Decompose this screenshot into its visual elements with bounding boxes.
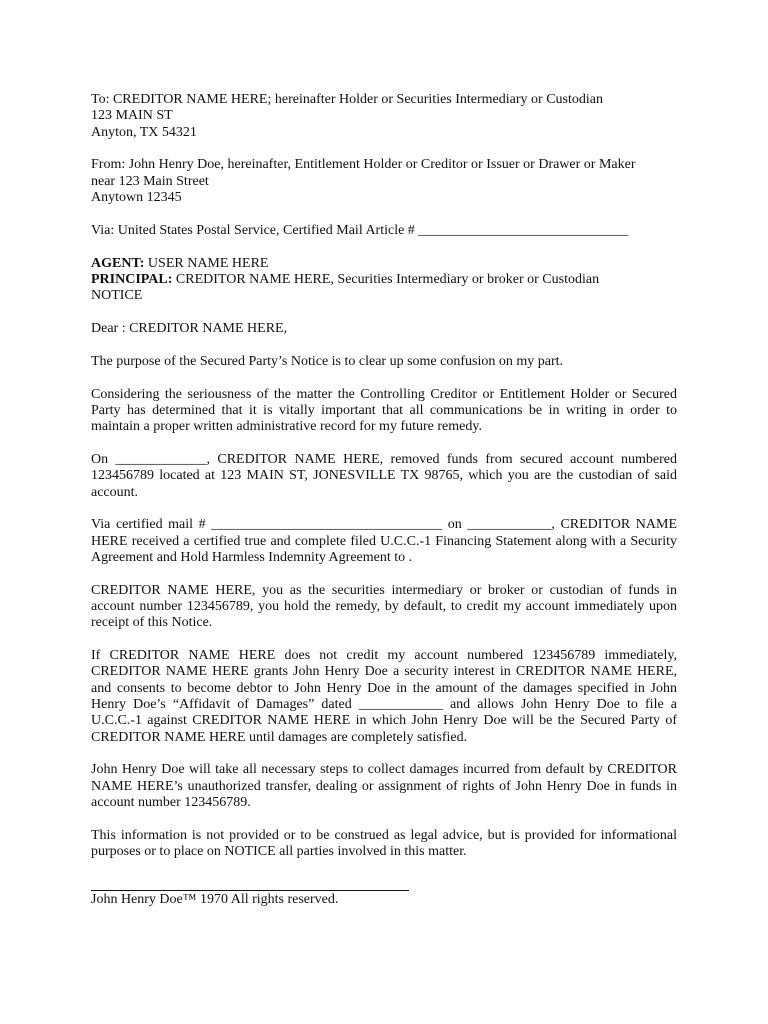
paragraph-certified-mail: Via certified mail # _________________________________ on ____________, CREDITOR NAME HERE received a certified true and complete filed U.C.C.-1 Financing Statement along with a Security Agreement and Hold Harmless Indemnity Agreement to . xyxy=(91,517,677,565)
agent-line xyxy=(91,256,677,272)
paragraph-security-interest: If CREDITOR NAME HERE does not credit my account numbered 123456789 immediately, CREDITOR NAME HERE grants John Henry Doe a security interest in CREDITOR NAME HERE, and consents to become debtor to John Henry Doe in the amount of the damages specified in John Henry Doe’s “Affidavit of Damages” dated ____________ and allows John Henry Doe to file a U.C.C.-1 against CREDITOR NAME HERE in which John Henry Doe will be the Secured Party of CREDITOR NAME HERE until damages are completely satisfied. xyxy=(91,648,677,745)
paragraph-seriousness: Considering the seriousness of the matter the Controlling Creditor or Entitlement Holder or Secured Party has determined that it is vitally important that all communications be in writing in order to maintain a proper written administrative record for my future remedy. xyxy=(91,386,677,435)
principal-line xyxy=(91,272,677,288)
paragraph-disclaimer: This information is not provided or to be construed as legal advice, but is provided for informational purposes or to place on NOTICE all parties involved in this matter. xyxy=(91,827,677,860)
signature-text: John Henry Doe™ 1970 All rights reserved. xyxy=(91,892,339,908)
delivery-method-line: Via: United States Postal Service, Certified Mail Article # ______________________________ xyxy=(91,222,629,238)
parties-block xyxy=(91,256,677,305)
sender-block xyxy=(91,157,677,206)
letter-page xyxy=(91,92,677,909)
agent-value: USER NAME HERE xyxy=(144,255,269,271)
recipient-line: To: CREDITOR NAME HERE; hereinafter Holder or Securities Intermediary or Custodian xyxy=(91,92,603,107)
sender-line: From: John Henry Doe, hereinafter, Entitlement Holder or Creditor or Issuer or Drawer or Maker xyxy=(91,157,636,173)
paragraph-purpose: The purpose of the Secured Party’s Notice is to clear up some confusion on my part. xyxy=(91,353,563,369)
agent-label: AGENT: xyxy=(91,255,145,271)
sender-address-line-1: near 123 Main Street xyxy=(91,173,209,189)
notice-heading: NOTICE xyxy=(91,288,143,304)
paragraph-funds-removed: On _____________, CREDITOR NAME HERE, removed funds from secured account numbered 123456789 located at 123 MAIN ST, JONESVILLE TX 98765, which you are the custodian of said account. xyxy=(91,451,677,500)
principal-value: CREDITOR NAME HERE, Securities Intermediary or broker or Custodian xyxy=(172,271,600,287)
salutation: Dear : CREDITOR NAME HERE, xyxy=(91,320,288,336)
signature-line xyxy=(91,890,409,891)
paragraph-collect-damages: John Henry Doe will take all necessary steps to collect damages incurred from default by CREDITOR NAME HERE’s unauthorized transfer, dealing or assignment of rights of John Henry Doe in funds in account number 123456789. xyxy=(91,762,677,810)
recipient-address-line-1: 123 MAIN ST xyxy=(91,108,173,124)
recipient-address-line-2: Anyton, TX 54321 xyxy=(91,124,197,140)
principal-label: PRINCIPAL: xyxy=(91,271,173,287)
signature-block xyxy=(91,890,677,908)
sender-address-line-2: Anytown 12345 xyxy=(91,189,182,205)
paragraph-remedy: CREDITOR NAME HERE, you as the securities intermediary or broker or custodian of funds in account number 123456789, you hold the remedy, by default, to credit my account immediately upon receipt of this Notice. xyxy=(91,582,677,631)
recipient-block xyxy=(91,92,677,141)
delivery-block xyxy=(91,223,677,239)
